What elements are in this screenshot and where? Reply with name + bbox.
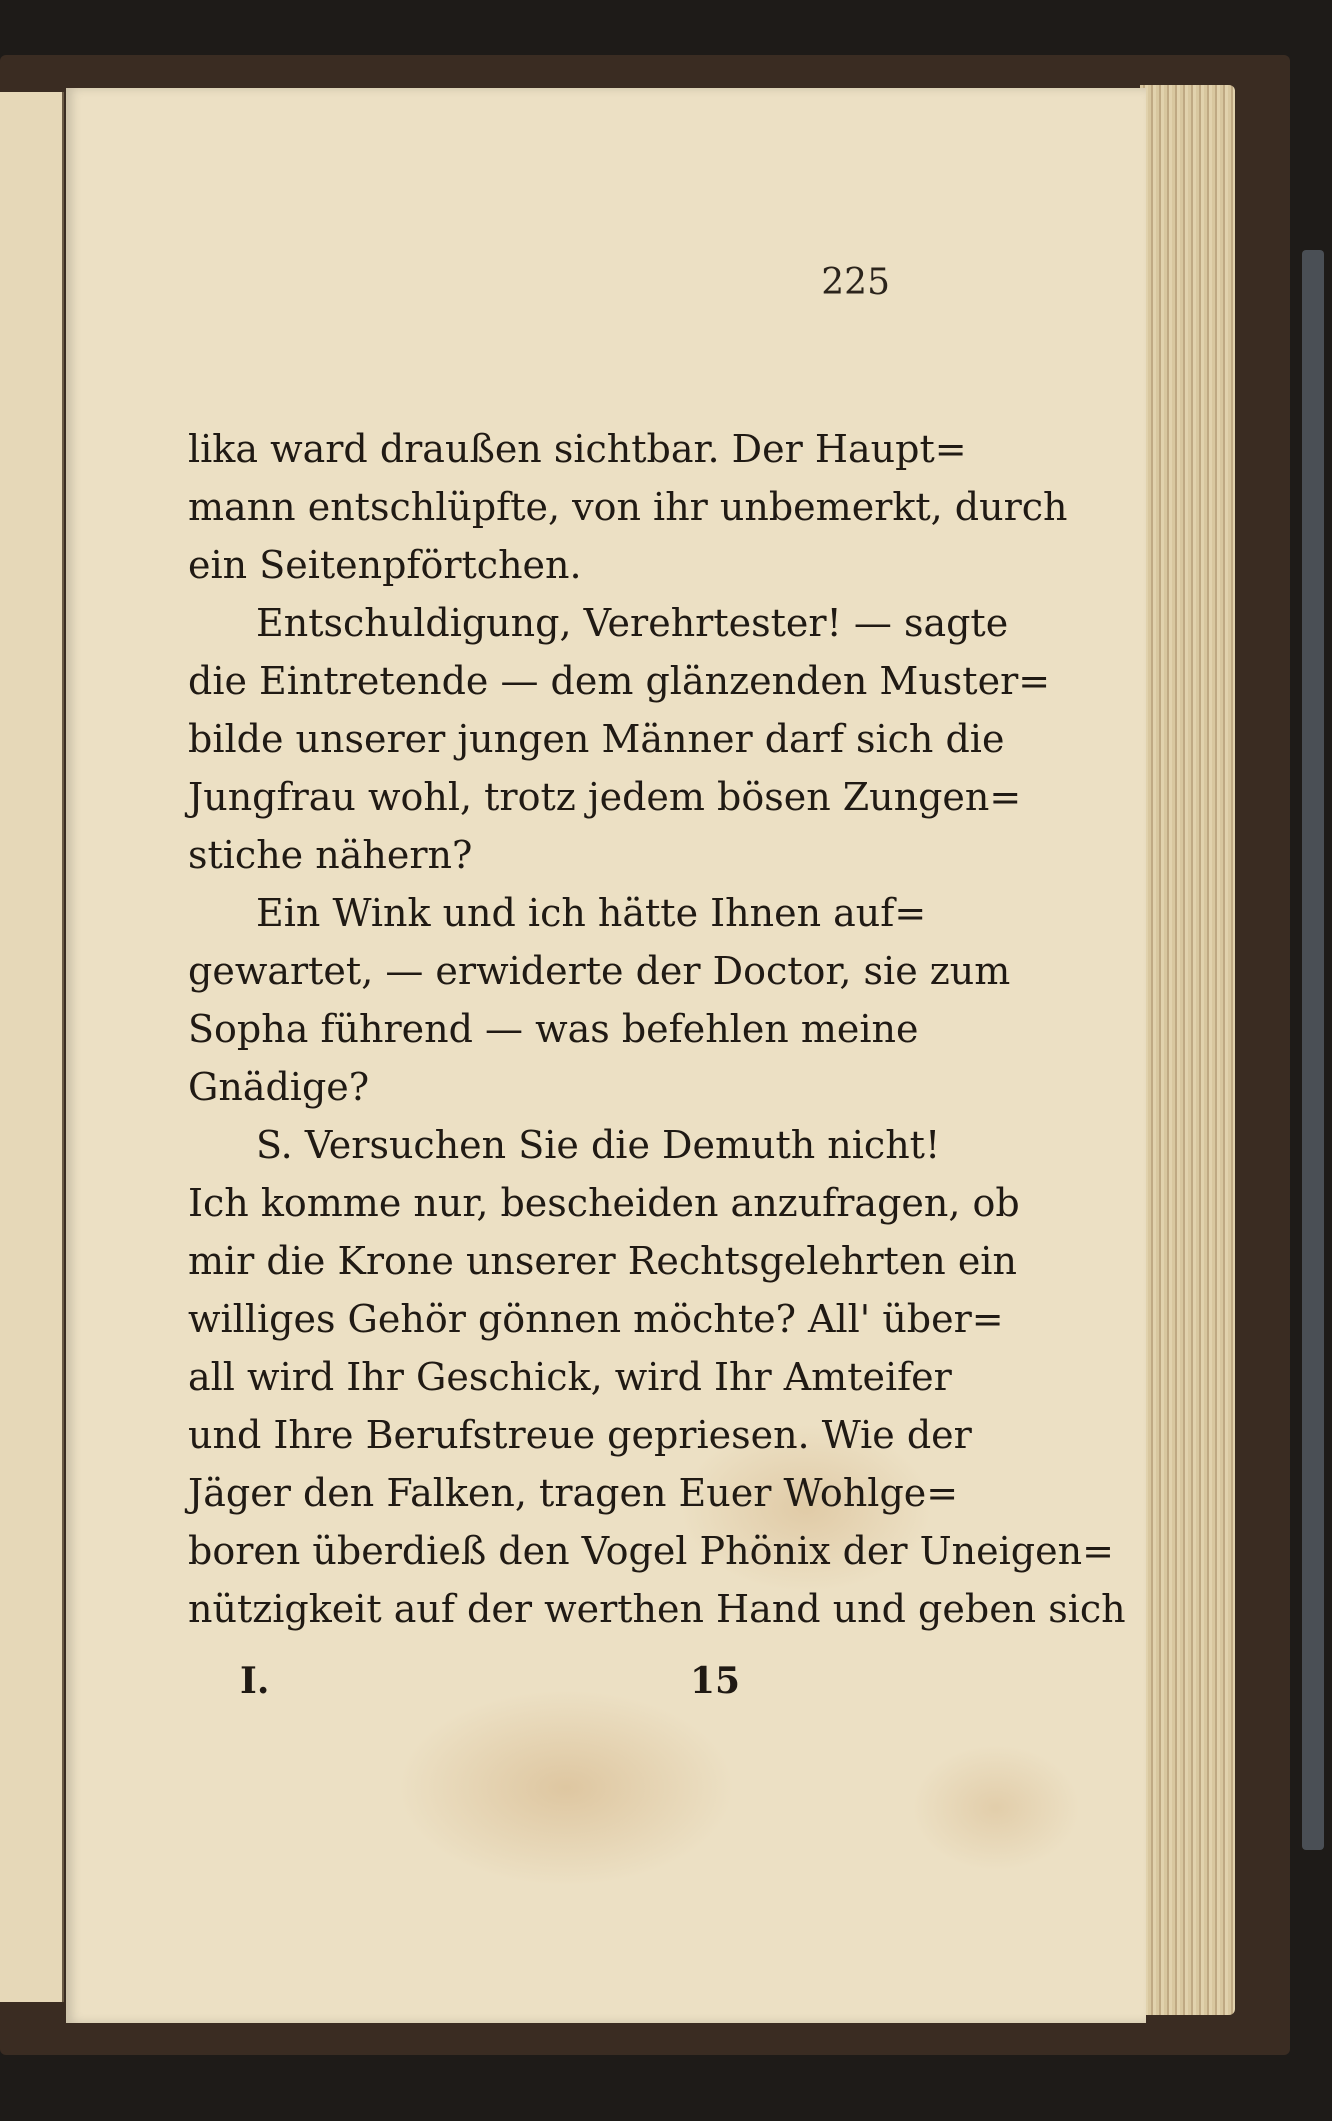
text-line: Ich komme nur, bescheiden anzufragen, ob: [188, 1181, 1020, 1225]
text-line: all wird Ihr Geschick, wird Ihr Amteifer: [188, 1355, 952, 1399]
text-line: nützigkeit auf der werthen Hand und geben sich: [188, 1587, 1126, 1631]
text-line: Jäger den Falken, tragen Euer Wohlge=: [188, 1471, 959, 1515]
left-page-edge: [0, 92, 64, 2002]
signature-mark: I.: [240, 1660, 270, 1702]
text-line: williges Gehör gönnen möchte? All' über=: [188, 1297, 1004, 1341]
text-line: mir die Krone unserer Rechtsgelehrten ein: [188, 1239, 1017, 1283]
text-line: die Eintretende — dem glänzenden Muster=: [188, 659, 1051, 703]
text-line: Gnädige?: [188, 1065, 370, 1109]
text-line: Sopha führend — was befehlen meine: [188, 1007, 919, 1051]
text-line: ein Seitenpförtchen.: [188, 543, 582, 587]
text-line: S. Versuchen Sie die Demuth nicht!: [256, 1123, 941, 1167]
text-line: gewartet, — erwiderte der Doctor, sie zum: [188, 949, 1011, 993]
text-line: bilde unserer jungen Männer darf sich die: [188, 717, 1005, 761]
text-line: boren überdieß den Vogel Phönix der Uneigen=: [188, 1529, 1114, 1573]
text-line: Jungfrau wohl, trotz jedem bösen Zungen=: [188, 775, 1022, 819]
text-line: mann entschlüpfte, von ihr unbemerkt, durch: [188, 485, 1068, 529]
text-line: Entschuldigung, Verehrtester! — sagte: [256, 601, 1009, 645]
gathering-number: 15: [690, 1660, 741, 1702]
page-number: 225: [821, 262, 890, 303]
text-line: Ein Wink und ich hätte Ihnen auf=: [256, 891, 927, 935]
body-text: [188, 420, 1126, 1638]
cover-spine-edge: [1302, 250, 1324, 1850]
page-stack-edge: [1140, 85, 1235, 2015]
text-line: und Ihre Berufstreue gepriesen. Wie der: [188, 1413, 972, 1457]
text-line: stiche nähern?: [188, 833, 473, 877]
text-line: lika ward draußen sichtbar. Der Haupt=: [188, 427, 967, 471]
